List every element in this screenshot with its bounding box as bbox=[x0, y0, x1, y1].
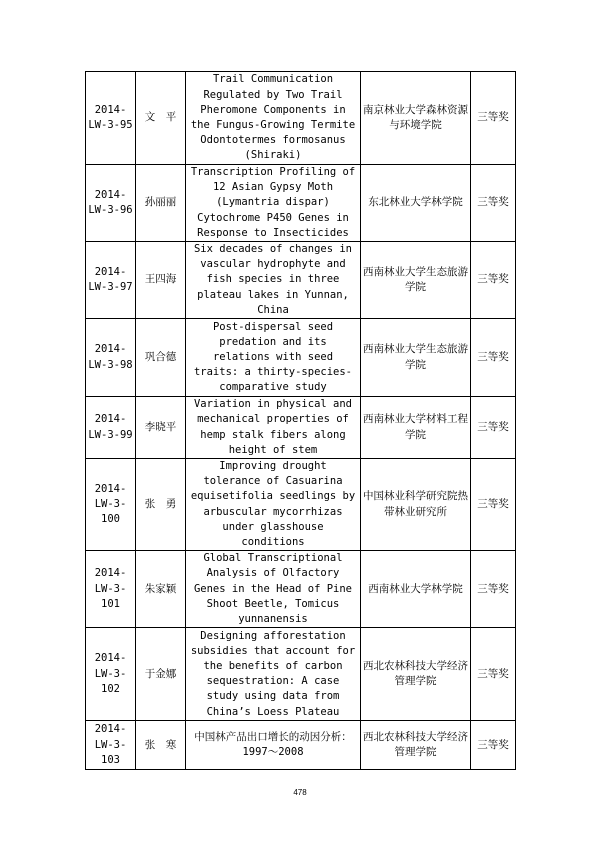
award-id-cell: 2014-LW-3-99 bbox=[86, 397, 136, 459]
page-number: 478 bbox=[293, 788, 307, 797]
paper-title-cell: Transcription Profiling of 12 Asian Gypsy Moth (Lymantria dispar) Cytochrome P450 Genes in Response to Insecticides bbox=[186, 165, 361, 242]
table-row bbox=[86, 397, 516, 459]
author-name-cell: 于金娜 bbox=[136, 628, 186, 721]
award-id-cell: 2014-LW-3-100 bbox=[86, 459, 136, 551]
table-row bbox=[86, 72, 516, 165]
prize-level-cell: 三等奖 bbox=[471, 551, 516, 628]
author-name-cell: 李晓平 bbox=[136, 397, 186, 459]
institution-cell: 中国林业科学研究院热带林业研究所 bbox=[361, 459, 471, 551]
award-id-cell: 2014-LW-3-95 bbox=[86, 72, 136, 165]
paper-title-cell: Post-dispersal seed predation and its relations with seed traits: a thirty-species-comparative study bbox=[186, 319, 361, 397]
award-id-cell: 2014-LW-3-97 bbox=[86, 242, 136, 319]
author-name-cell: 张 勇 bbox=[136, 459, 186, 551]
institution-cell: 西南林业大学生态旅游学院 bbox=[361, 242, 471, 319]
table-row bbox=[86, 242, 516, 319]
prize-level-cell: 三等奖 bbox=[471, 72, 516, 165]
author-name-cell: 巩合德 bbox=[136, 319, 186, 397]
table-row bbox=[86, 551, 516, 628]
award-id-cell: 2014-LW-3-98 bbox=[86, 319, 136, 397]
table-row bbox=[86, 721, 516, 770]
paper-title-cell: 中国林产品出口增长的动因分析：1997～2008 bbox=[186, 721, 361, 770]
table-row bbox=[86, 319, 516, 397]
prize-level-cell: 三等奖 bbox=[471, 165, 516, 242]
table-row bbox=[86, 165, 516, 242]
award-id-cell: 2014-LW-3-102 bbox=[86, 628, 136, 721]
institution-cell: 南京林业大学森林资源与环境学院 bbox=[361, 72, 471, 165]
institution-cell: 西北农林科技大学经济管理学院 bbox=[361, 721, 471, 770]
prize-level-cell: 三等奖 bbox=[471, 319, 516, 397]
prize-level-cell: 三等奖 bbox=[471, 459, 516, 551]
paper-title-cell: Variation in physical and mechanical properties of hemp stalk fibers along height of stem bbox=[186, 397, 361, 459]
paper-title-cell: Global Transcriptional Analysis of Olfactory Genes in the Head of Pine Shoot Beetle, Tomicus yunnanensis bbox=[186, 551, 361, 628]
paper-title-cell: Improving drought tolerance of Casuarina equisetifolia seedlings by arbuscular mycorrhizas under glasshouse conditions bbox=[186, 459, 361, 551]
award-id-cell: 2014-LW-3-96 bbox=[86, 165, 136, 242]
institution-cell: 西南林业大学材料工程学院 bbox=[361, 397, 471, 459]
institution-cell: 西北农林科技大学经济管理学院 bbox=[361, 628, 471, 721]
prize-level-cell: 三等奖 bbox=[471, 242, 516, 319]
author-name-cell: 王四海 bbox=[136, 242, 186, 319]
table-row bbox=[86, 628, 516, 721]
author-name-cell: 张 寒 bbox=[136, 721, 186, 770]
awards-table bbox=[85, 71, 516, 770]
award-id-cell: 2014-LW-3-103 bbox=[86, 721, 136, 770]
paper-title-cell: Six decades of changes in vascular hydrophyte and fish species in three plateau lakes in Yunnan, China bbox=[186, 242, 361, 319]
author-name-cell: 朱家颖 bbox=[136, 551, 186, 628]
author-name-cell: 孙丽丽 bbox=[136, 165, 186, 242]
author-name-cell: 文 平 bbox=[136, 72, 186, 165]
prize-level-cell: 三等奖 bbox=[471, 397, 516, 459]
institution-cell: 东北林业大学林学院 bbox=[361, 165, 471, 242]
institution-cell: 西南林业大学生态旅游学院 bbox=[361, 319, 471, 397]
paper-title-cell: Designing afforestation subsidies that account for the benefits of carbon sequestration: A case study using data from China’s Loess Plateau bbox=[186, 628, 361, 721]
prize-level-cell: 三等奖 bbox=[471, 721, 516, 770]
institution-cell: 西南林业大学林学院 bbox=[361, 551, 471, 628]
table-row bbox=[86, 459, 516, 551]
paper-title-cell: Trail Communication Regulated by Two Trail Pheromone Components in the Fungus-Growing Termite Odontotermes formosanus (Shiraki) bbox=[186, 72, 361, 165]
prize-level-cell: 三等奖 bbox=[471, 628, 516, 721]
award-id-cell: 2014-LW-3-101 bbox=[86, 551, 136, 628]
